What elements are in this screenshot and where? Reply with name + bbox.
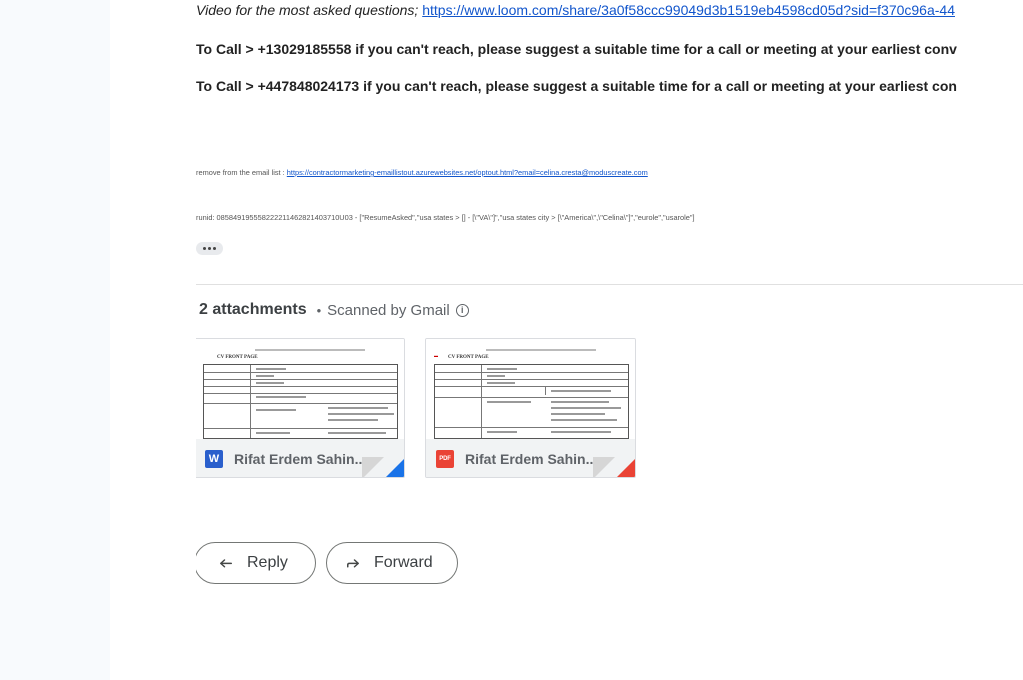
doc-header-line [486,349,596,351]
doc-table [203,364,398,439]
forward-label: Forward [374,554,433,571]
forward-button[interactable] [326,542,458,584]
doc-red-mark: ▬ [434,353,438,358]
call-line-2: To Call > +447848024173 if you can't reach, please suggest a suitable time for a call or meeting at your earliest con [196,78,957,94]
info-icon[interactable]: i [456,304,469,317]
word-file-icon: W [205,450,223,468]
left-gutter [0,0,110,680]
attachments-header [199,301,469,319]
pdf-corner-fold-icon [615,457,636,478]
pdf-file-icon: PDF [436,450,454,468]
dot-icon [208,247,211,250]
corner-fold-shade [362,457,384,478]
show-trimmed-content-button[interactable] [196,242,223,255]
attachment-thumbnail [426,339,636,439]
reply-arrow-icon [217,554,235,572]
call-line-1: To Call > +13029185558 if you can't reach, please suggest a suitable time for a call or meeting at your earliest conv [196,41,957,57]
reply-button[interactable] [196,542,316,584]
doc-title: CV FRONT PAGE [448,355,489,360]
doc-header-line [255,349,365,351]
attachments-count: 2 attachments [199,301,307,318]
dot-icon [213,247,216,250]
doc-title: CV FRONT PAGE [217,355,258,360]
attachment-footer [426,439,636,478]
corner-fold-shade [593,457,615,478]
reply-label: Reply [247,554,288,571]
scanned-by-gmail-label: Scanned by Gmail [327,301,450,319]
attachment-filename: Rifat Erdem Sahin... [465,451,598,467]
email-message-body [196,0,1023,680]
video-link[interactable]: https://www.loom.com/share/3a0f58ccc99049d3b1519eb4598cd05d?sid=f370c96a-44 [422,2,955,18]
header-separator: • [316,302,322,318]
doc-table [434,364,629,439]
video-text: Video for the most asked questions; [196,2,423,18]
attachment-card-word[interactable] [196,338,405,478]
attachment-thumbnail [196,339,405,439]
attachment-card-pdf[interactable] [425,338,636,478]
unsubscribe-line [196,168,648,177]
runid-line: runid: 085849195558222211462821403710U03 - ["ResumeAsked","usa states > [] - [\"VA\"]","usa states city > [\"America\",\"Celina\"]","eurole","usarole"] [196,213,695,222]
unsubscribe-text: remove from the email list : [196,168,287,177]
video-line [196,2,955,18]
unsubscribe-link[interactable]: https://contractormarketing-emaillistout.azurewebsites.net/optout.html?email=celina.cresta@moduscreate.com [286,168,648,177]
attachments-divider [196,284,1023,285]
forward-arrow-icon [344,554,362,572]
attachment-footer [196,439,405,478]
dot-icon [203,247,206,250]
word-corner-fold-icon [384,457,405,478]
attachment-filename: Rifat Erdem Sahin... [234,451,367,467]
